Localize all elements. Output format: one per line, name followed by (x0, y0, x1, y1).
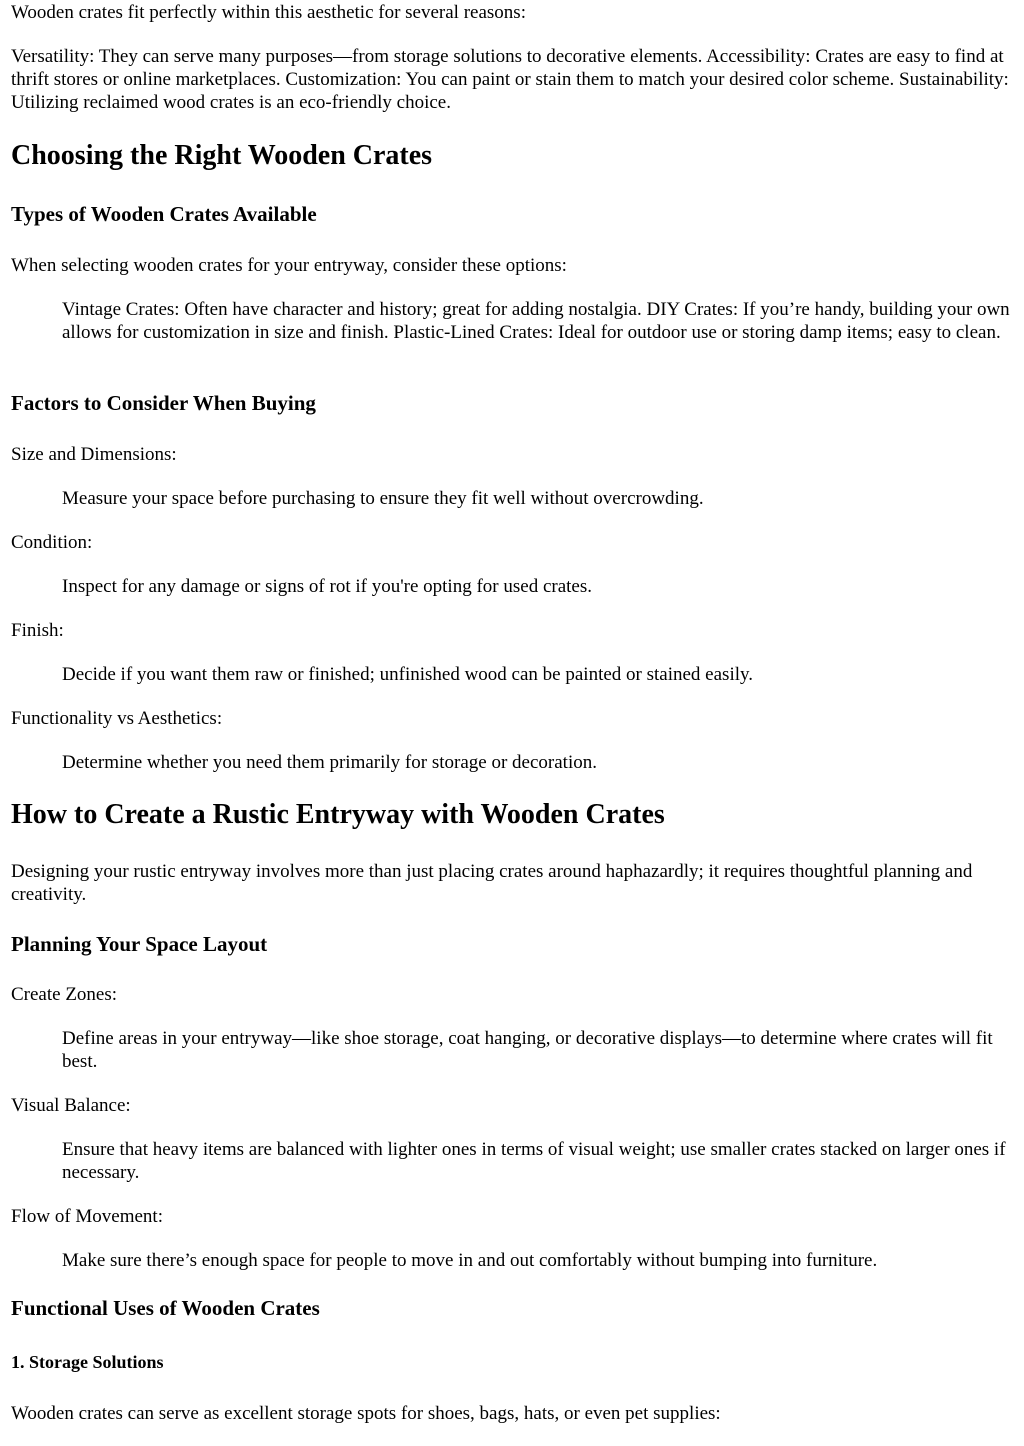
planning-term: Create Zones: (11, 984, 118, 1005)
intro-lead: Wooden crates fit perfectly within this aesthetic for several reasons: (11, 2, 526, 23)
types-options: Vintage Crates: Often have character and history; great for adding nostalgia. DIY Crates: If you’re handy, building your own allows for customization in size and finish. Plastic-Lined Crates: Ideal for outdoor use or storing damp items; easy to clean. (62, 299, 1010, 343)
heading-types: Types of Wooden Crates Available (11, 202, 317, 226)
factor-term: Finish: (11, 620, 64, 641)
heading-functional: Functional Uses of Wooden Crates (11, 1296, 320, 1320)
heading-factors: Factors to Consider When Buying (11, 391, 316, 415)
factor-desc: Determine whether you need them primarily for storage or decoration. (62, 752, 597, 773)
heading-create: How to Create a Rustic Entryway with Wooden Crates (11, 799, 665, 830)
factor-term: Functionality vs Aesthetics: (11, 708, 223, 729)
factor-term: Condition: (11, 532, 93, 553)
heading-choosing: Choosing the Right Wooden Crates (11, 140, 433, 171)
planning-desc: Ensure that heavy items are balanced with lighter ones in terms of visual weight; use smaller crates stacked on larger ones if necessary. (62, 1139, 1006, 1183)
factor-desc: Measure your space before purchasing to ensure they fit well without overcrowding. (62, 488, 704, 509)
planning-term: Flow of Movement: (11, 1206, 163, 1227)
heading-storage: 1. Storage Solutions (11, 1352, 164, 1372)
intro-reasons: Versatility: They can serve many purposes—from storage solutions to decorative elements. Accessibility: Crates are easy to find at thrift stores or online marketplaces. Customization: You can paint or stain them to match your desired color scheme. Sustainability: Utilizing reclaimed wood crates is an eco-friendly choice. (11, 46, 1009, 113)
types-lead: When selecting wooden crates for your entryway, consider these options: (11, 255, 567, 276)
factor-desc: Inspect for any damage or signs of rot if you're opting for used crates. (62, 576, 592, 597)
heading-planning: Planning Your Space Layout (11, 932, 268, 956)
factor-term: Size and Dimensions: (11, 444, 177, 465)
factor-desc: Decide if you want them raw or finished; unfinished wood can be painted or stained easily. (62, 664, 754, 685)
planning-desc: Make sure there’s enough space for people to move in and out comfortably without bumping into furniture. (62, 1250, 878, 1271)
planning-desc: Define areas in your entryway—like shoe storage, coat hanging, or decorative displays—to determine where crates will fit best. (62, 1028, 993, 1072)
planning-term: Visual Balance: (11, 1095, 131, 1116)
storage-lead: Wooden crates can serve as excellent storage spots for shoes, bags, hats, or even pet supplies: (11, 1403, 721, 1424)
create-lead: Designing your rustic entryway involves more than just placing crates around haphazardly; it requires thoughtful planning and creativity. (11, 861, 973, 905)
